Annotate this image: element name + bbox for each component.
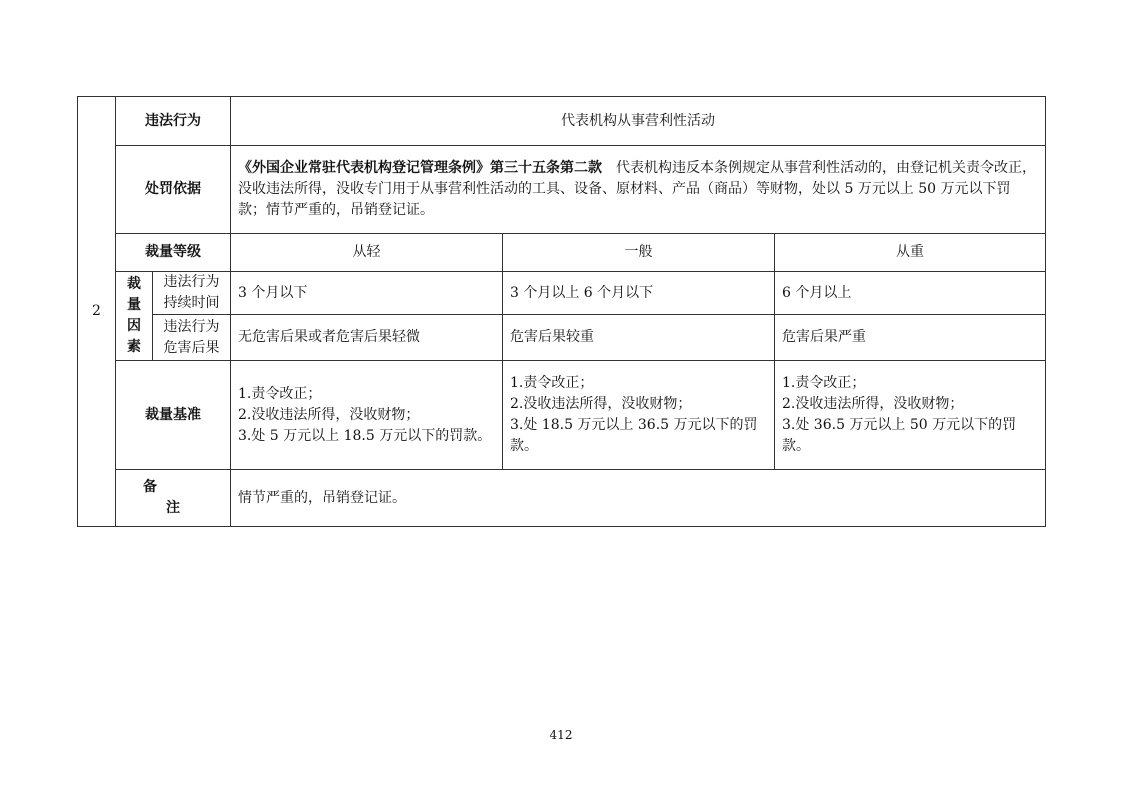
duration-label: 违法行为 持续时间 — [153, 272, 231, 315]
standard-item: 2.没收违法所得，没收财物； — [510, 396, 692, 412]
penalty-basis-row — [78, 146, 1046, 234]
standard-item: 3.处 36.5 万元以上 50 万元以下的罚款。 — [782, 417, 1017, 454]
remarks-value: 情节严重的，吊销登记证。 — [231, 470, 1046, 527]
standard-item: 1.责令改正； — [782, 375, 866, 391]
duration-light: 3 个月以下 — [231, 272, 503, 315]
consequence-light: 无危害后果或者危害后果轻微 — [231, 315, 503, 361]
violation-row — [78, 97, 1046, 146]
row-number: 2 — [78, 97, 116, 527]
standard-item: 1.责令改正； — [238, 385, 322, 402]
remarks-label — [116, 470, 231, 527]
penalty-basis-label: 处罚依据 — [116, 146, 231, 234]
violation-label: 违法行为 — [116, 97, 231, 146]
remarks-row — [78, 470, 1046, 527]
consequence-normal: 危害后果较重 — [503, 315, 775, 361]
penalty-basis-value — [231, 146, 1046, 234]
level-heavy: 从重 — [775, 234, 1046, 272]
law-text: 代表机构违反本条例规定从事营利性活动的，由登记机关责令改正，没收违法所得，没收专门用于从事营利性活动的工具、设备、原材料、产品（商品）等财物，处以 5 万元以上 50 万元以下罚款；情节严重的，吊销登记证。 — [238, 160, 1036, 218]
factors-label — [116, 272, 153, 361]
level-normal: 一般 — [503, 234, 775, 272]
law-citation: 《外国企业常驻代表机构登记管理条例》第三十五条第二款 — [238, 160, 602, 176]
duration-row — [78, 272, 1046, 315]
consequence-row — [78, 315, 1046, 361]
remarks-label-char: 注 — [166, 500, 180, 516]
discretion-level-row — [78, 234, 1046, 272]
standard-normal — [503, 361, 775, 470]
page-number: 412 — [549, 728, 573, 742]
standard-label: 裁量基准 — [116, 361, 231, 470]
consequence-label: 违法行为 危害后果 — [153, 315, 231, 361]
level-light: 从轻 — [231, 234, 503, 272]
remarks-label-char: 备 — [143, 479, 157, 495]
standard-item: 3.处 5 万元以上 18.5 万元以下的罚款。 — [238, 427, 492, 444]
factors-label-char: 裁 — [127, 276, 141, 292]
duration-heavy: 6 个月以上 — [775, 272, 1046, 315]
standard-item: 1.责令改正； — [510, 375, 594, 391]
duration-normal: 3 个月以上 6 个月以下 — [503, 272, 775, 315]
standard-item: 2.没收违法所得，没收财物； — [238, 406, 420, 423]
standard-light — [231, 361, 503, 470]
factors-label-char: 量 — [127, 297, 141, 313]
standard-item: 3.处 18.5 万元以上 36.5 万元以下的罚款。 — [510, 417, 758, 454]
standard-row — [78, 361, 1046, 470]
violation-value: 代表机构从事营利性活动 — [231, 97, 1046, 146]
consequence-heavy: 危害后果严重 — [775, 315, 1046, 361]
standard-item: 2.没收违法所得，没收财物； — [782, 396, 964, 412]
factors-label-char: 因 — [127, 318, 141, 334]
standard-heavy — [775, 361, 1046, 470]
factors-label-char: 素 — [127, 339, 141, 355]
regulation-table — [77, 96, 1046, 527]
discretion-level-label: 裁量等级 — [116, 234, 231, 272]
